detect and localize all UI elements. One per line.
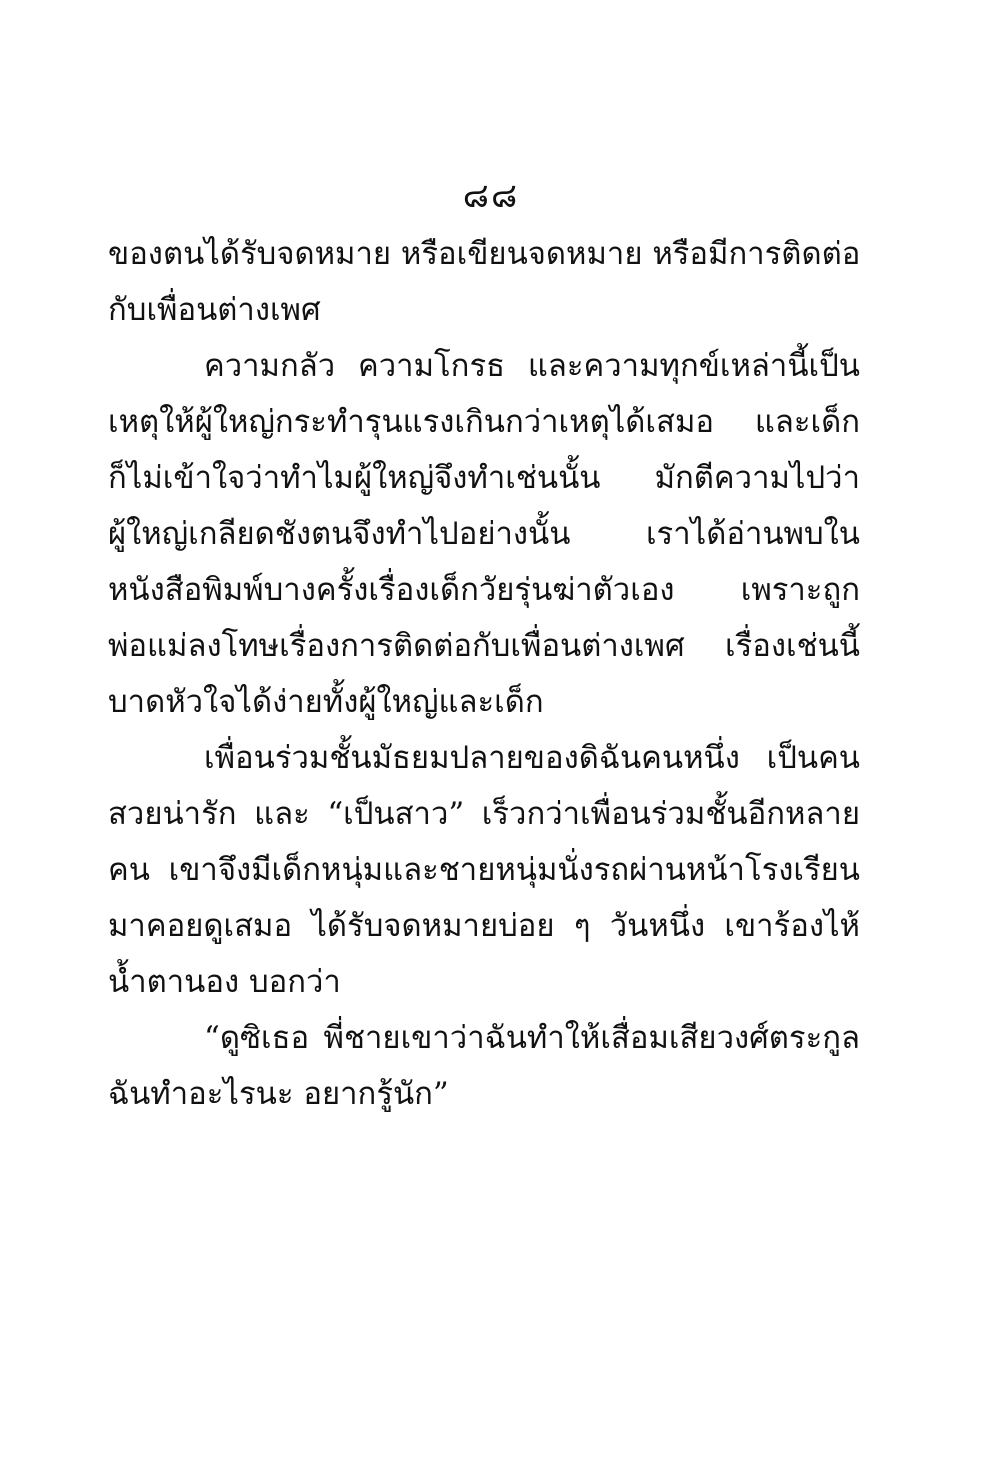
- text-line: มาคอยดูเสมอ ได้รับจดหมายบ่อย ๆ วันหนึ่ง เขาร้องไห้: [108, 908, 860, 944]
- page-number: ๘๘: [462, 176, 520, 216]
- text-line: คน เขาจึงมีเด็กหนุ่มและชายหนุ่มนั่งรถผ่านหน้าโรงเรียน: [108, 852, 860, 888]
- text-line: ความกลัว ความโกรธ และความทุกข์เหล่านี้เป็น: [204, 348, 860, 384]
- text-line: ก็ไม่เข้าใจว่าทำไมผู้ใหญ่จึงทำเช่นนั้น มักตีความไปว่า: [108, 460, 860, 496]
- text-line: กับเพื่อนต่างเพศ: [108, 292, 321, 328]
- text-line: สวยน่ารัก และ “เป็นสาว” เร็วกว่าเพื่อนร่วมชั้นอีกหลาย: [108, 796, 860, 832]
- text-line: ของตนได้รับจดหมาย หรือเขียนจดหมาย หรือมีการติดต่อ: [108, 236, 860, 272]
- text-line: “ดูซิเธอ พี่ชายเขาว่าฉันทำให้เสื่อมเสียวงศ์ตระกูล: [204, 1020, 860, 1056]
- body-text: [108, 226, 860, 1122]
- text-line: ฉันทำอะไรนะ อยากรู้นัก”: [108, 1076, 449, 1112]
- text-line: เพื่อนร่วมชั้นมัธยมปลายของดิฉันคนหนึ่ง เป็นคน: [204, 740, 860, 776]
- text-line: เหตุให้ผู้ใหญ่กระทำรุนแรงเกินกว่าเหตุได้เสมอ และเด็ก: [108, 404, 860, 440]
- text-line: พ่อแม่ลงโทษเรื่องการติดต่อกับเพื่อนต่างเพศ เรื่องเช่นนี้: [108, 628, 860, 664]
- text-line: น้ำตานอง บอกว่า: [108, 964, 341, 1000]
- text-line: บาดหัวใจได้ง่ายทั้งผู้ใหญ่และเด็ก: [108, 684, 544, 720]
- text-line: ผู้ใหญ่เกลียดชังตนจึงทำไปอย่างนั้น เราได้อ่านพบใน: [108, 516, 860, 552]
- text-line: หนังสือพิมพ์บางครั้งเรื่องเด็กวัยรุ่นฆ่าตัวเอง เพราะถูก: [108, 572, 860, 608]
